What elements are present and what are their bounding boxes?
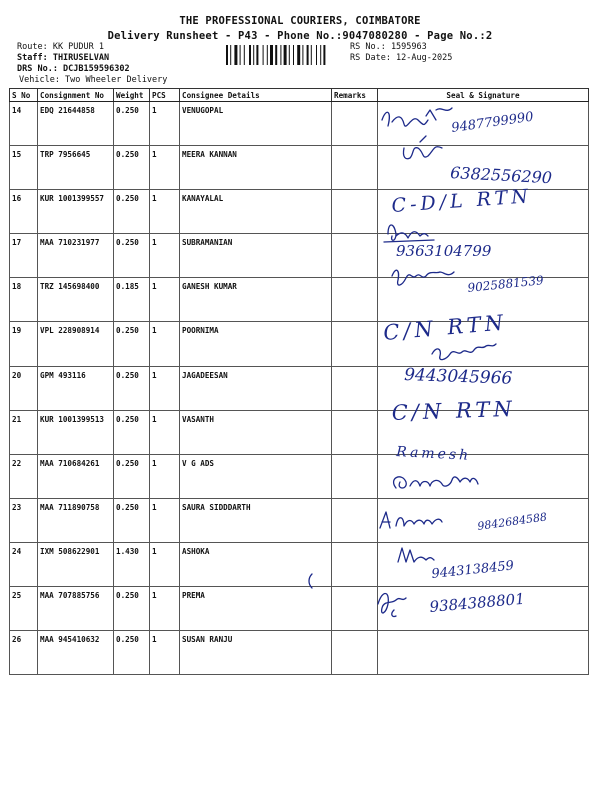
row-seal-signature xyxy=(378,542,589,586)
row-pcs: 1 xyxy=(150,190,180,234)
row-consignment-no: MAA 711890758 xyxy=(38,498,114,542)
row-pcs: 1 xyxy=(150,234,180,278)
row-consignee: PREMA xyxy=(180,587,332,631)
row-remarks xyxy=(332,234,378,278)
row-pcs: 1 xyxy=(150,498,180,542)
rs-number: RS No.: 1595963 xyxy=(350,42,427,52)
row-weight: 0.250 xyxy=(114,366,150,410)
row-consignee: VASANTH xyxy=(180,410,332,454)
table-row xyxy=(10,498,589,542)
handwritten-note: 6382556290 xyxy=(449,163,553,188)
row-weight: 0.185 xyxy=(114,278,150,322)
table-row xyxy=(10,542,589,586)
row-consignee: VENUGOPAL xyxy=(180,102,332,146)
handwritten-note: 9384388801 xyxy=(428,589,526,616)
row-consignment-no: KUR 1001399513 xyxy=(38,410,114,454)
col-header-sno: S No xyxy=(10,89,38,102)
row-consignment-no: MAA 710684261 xyxy=(38,454,114,498)
row-consignment-no: MAA 945410632 xyxy=(38,631,114,675)
drs-number: DRS No.: DCJB159596302 xyxy=(17,64,130,74)
row-seal-signature xyxy=(378,410,589,454)
col-header-remarks: Remarks xyxy=(332,89,378,102)
runsheet-table xyxy=(9,88,589,675)
row-consignee: GANESH KUMAR xyxy=(180,278,332,322)
table-header-row xyxy=(10,89,589,102)
row-sno: 22 xyxy=(10,454,38,498)
row-pcs: 1 xyxy=(150,278,180,322)
table-row xyxy=(10,102,589,146)
route-label: Route: KK PUDUR 1 xyxy=(17,42,104,52)
row-weight: 1.430 xyxy=(114,542,150,586)
row-seal-signature xyxy=(378,322,589,366)
table-row xyxy=(10,587,589,631)
row-sno: 23 xyxy=(10,498,38,542)
row-consignment-no: KUR 1001399557 xyxy=(38,190,114,234)
row-remarks xyxy=(332,410,378,454)
handwritten-note: 9443138459 xyxy=(430,558,515,582)
row-sno: 21 xyxy=(10,410,38,454)
row-consignee: JAGADEESAN xyxy=(180,366,332,410)
table-row xyxy=(10,631,589,675)
row-sno: 17 xyxy=(10,234,38,278)
handwritten-note: C-D/L RTN xyxy=(390,185,533,217)
row-remarks xyxy=(332,587,378,631)
row-weight: 0.250 xyxy=(114,498,150,542)
row-consignee: V G ADS xyxy=(180,454,332,498)
row-consignee: SAURA SIDDDARTH xyxy=(180,498,332,542)
row-sno: 20 xyxy=(10,366,38,410)
row-remarks xyxy=(332,366,378,410)
row-seal-signature xyxy=(378,366,589,410)
row-sno: 15 xyxy=(10,146,38,190)
vehicle-label: Vehicle: Two Wheeler Delivery xyxy=(19,75,168,85)
row-pcs: 1 xyxy=(150,146,180,190)
col-header-consignment: Consignment No xyxy=(38,89,114,102)
handwritten-note: 9443045966 xyxy=(403,365,513,389)
row-weight: 0.250 xyxy=(114,234,150,278)
row-sno: 16 xyxy=(10,190,38,234)
handwritten-note: C/N RTN xyxy=(382,310,508,345)
row-remarks xyxy=(332,542,378,586)
col-header-weight: Weight xyxy=(114,89,150,102)
row-consignment-no: EDQ 21644858 xyxy=(38,102,114,146)
row-remarks xyxy=(332,278,378,322)
row-pcs: 1 xyxy=(150,366,180,410)
row-consignee: MEERA KANNAN xyxy=(180,146,332,190)
row-remarks xyxy=(332,102,378,146)
row-consignee: SUBRAMANIAN xyxy=(180,234,332,278)
row-sno: 26 xyxy=(10,631,38,675)
table-row xyxy=(10,190,589,234)
handwritten-note: 9842684588 xyxy=(476,510,548,533)
row-consignment-no: TRP 7956645 xyxy=(38,146,114,190)
table-row xyxy=(10,454,589,498)
table-row xyxy=(10,410,589,454)
row-weight: 0.250 xyxy=(114,410,150,454)
row-consignment-no: MAA 710231977 xyxy=(38,234,114,278)
row-seal-signature xyxy=(378,146,589,190)
row-sno: 25 xyxy=(10,587,38,631)
row-pcs: 1 xyxy=(150,631,180,675)
row-seal-signature xyxy=(378,454,589,498)
rs-date: RS Date: 12-Aug-2025 xyxy=(350,53,453,63)
row-remarks xyxy=(332,631,378,675)
handwritten-note: 9363104799 xyxy=(396,242,492,260)
row-weight: 0.250 xyxy=(114,322,150,366)
handwritten-note: 9487799990 xyxy=(450,109,535,136)
row-consignee: KANAYALAL xyxy=(180,190,332,234)
row-remarks xyxy=(332,146,378,190)
row-sno: 14 xyxy=(10,102,38,146)
row-sno: 19 xyxy=(10,322,38,366)
row-consignee: POORNIMA xyxy=(180,322,332,366)
row-weight: 0.250 xyxy=(114,631,150,675)
handwritten-note: Ramesh xyxy=(395,444,472,464)
col-header-seal-signature: Seal & Signature xyxy=(378,89,589,102)
row-consignment-no: VPL 228908914 xyxy=(38,322,114,366)
staff-label: Staff: THIRUSELVAN xyxy=(17,53,110,63)
row-sno: 24 xyxy=(10,542,38,586)
row-seal-signature xyxy=(378,234,589,278)
company-name: THE PROFESSIONAL COURIERS, COIMBATORE xyxy=(179,15,421,27)
row-consignment-no: TRZ 145698400 xyxy=(38,278,114,322)
row-pcs: 1 xyxy=(150,410,180,454)
row-seal-signature xyxy=(378,278,589,322)
row-remarks xyxy=(332,322,378,366)
row-weight: 0.250 xyxy=(114,587,150,631)
row-pcs: 1 xyxy=(150,454,180,498)
row-remarks xyxy=(332,498,378,542)
row-consignment-no: GPM 493116 xyxy=(38,366,114,410)
table-row xyxy=(10,366,589,410)
row-pcs: 1 xyxy=(150,542,180,586)
row-consignee: SUSAN RANJU xyxy=(180,631,332,675)
row-seal-signature xyxy=(378,498,589,542)
row-weight: 0.250 xyxy=(114,102,150,146)
row-seal-signature xyxy=(378,631,589,675)
col-header-pcs: PCS xyxy=(150,89,180,102)
table-row xyxy=(10,234,589,278)
row-seal-signature xyxy=(378,587,589,631)
table-row xyxy=(10,322,589,366)
row-remarks xyxy=(332,190,378,234)
row-seal-signature xyxy=(378,102,589,146)
row-consignment-no: IXM 508622901 xyxy=(38,542,114,586)
col-header-consignee: Consignee Details xyxy=(180,89,332,102)
table-row xyxy=(10,146,589,190)
table-row xyxy=(10,278,589,322)
row-pcs: 1 xyxy=(150,322,180,366)
row-consignee: ASHOKA xyxy=(180,542,332,586)
handwritten-note: C/N RTN xyxy=(391,396,517,425)
row-consignment-no: MAA 707885756 xyxy=(38,587,114,631)
row-weight: 0.250 xyxy=(114,190,150,234)
row-pcs: 1 xyxy=(150,102,180,146)
row-remarks xyxy=(332,454,378,498)
handwritten-note: 9025881539 xyxy=(466,273,545,295)
row-weight: 0.250 xyxy=(114,146,150,190)
row-weight: 0.250 xyxy=(114,454,150,498)
row-sno: 18 xyxy=(10,278,38,322)
runsheet-subtitle: Delivery Runsheet - P43 - Phone No.:9047080280 - Page No.:2 xyxy=(107,30,493,42)
row-pcs: 1 xyxy=(150,587,180,631)
row-seal-signature xyxy=(378,190,589,234)
barcode-icon xyxy=(226,45,344,65)
